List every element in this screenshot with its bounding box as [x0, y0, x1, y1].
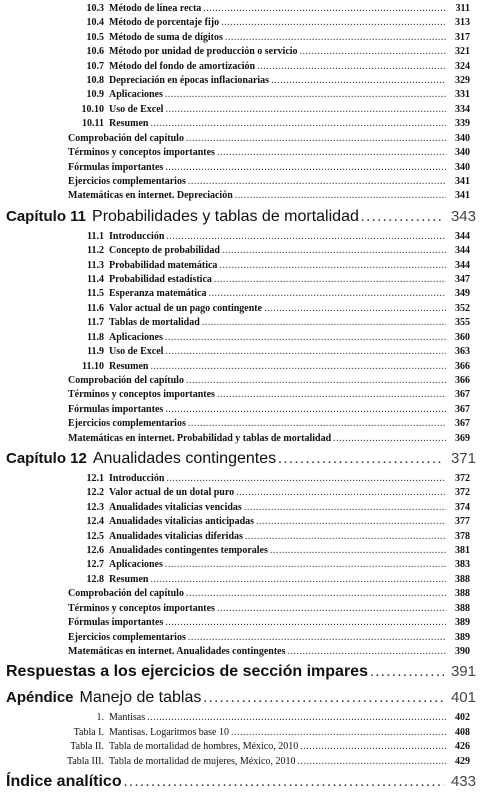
- leader-dots: [165, 89, 446, 101]
- entry-page: 352: [455, 302, 470, 314]
- chapter-word: Capítulo: [6, 207, 66, 225]
- entry-title: Ejercicios complementarios: [68, 631, 186, 643]
- entry-number: 10.7: [86, 60, 104, 72]
- entry-number: Tabla II.: [70, 741, 104, 753]
- leader-dots: [150, 574, 446, 586]
- entry-page: 390: [455, 645, 470, 657]
- entry-number: Tabla III.: [66, 755, 104, 767]
- entry-page: 324: [455, 60, 470, 72]
- entry-title: Método del fondo de amortización: [109, 60, 256, 72]
- entry-title: Aplicaciones: [109, 331, 163, 343]
- leader-dots: [208, 288, 446, 300]
- entry-title: Comprobación del capítulo: [68, 588, 184, 600]
- leader-dots: [231, 727, 446, 739]
- leader-dots: [288, 646, 447, 658]
- leader-dots: [257, 61, 446, 73]
- toc-entry: [60, 516, 470, 528]
- leader-dots: [186, 588, 446, 600]
- chapter-number: 12: [70, 449, 87, 467]
- leader-dots: [203, 3, 446, 15]
- respuestas-title: Respuestas a los ejercicios de sección impares: [6, 663, 368, 681]
- leader-dots: [300, 741, 446, 753]
- entry-page: 321: [455, 46, 470, 58]
- entry-number: 11.5: [87, 288, 104, 300]
- toc-entry: [34, 741, 470, 753]
- entry-page: 388: [455, 602, 470, 614]
- leader-dots: [188, 632, 446, 644]
- entry-title: Ejercicios complementarios: [68, 418, 186, 430]
- leader-dots: [361, 209, 444, 226]
- indice-title: Índice analítico: [6, 773, 122, 790]
- entry-title: Mantisas. Logaritmos base 10: [109, 726, 229, 738]
- entry-page: 311: [455, 3, 470, 14]
- chapter-page: 371: [450, 449, 476, 467]
- entry-number: 10.3: [86, 3, 104, 14]
- toc-entry: [60, 574, 470, 586]
- toc-entry: [68, 147, 470, 159]
- leader-dots: [188, 418, 446, 430]
- entry-title: Tablas de mortalidad: [109, 317, 200, 329]
- entry-number: 11.8: [87, 331, 104, 343]
- entry-page: 344: [455, 230, 470, 242]
- toc-entry: [60, 17, 470, 29]
- leader-dots: [147, 712, 446, 724]
- entry-page: 341: [455, 175, 470, 187]
- entry-number: 12.8: [86, 573, 104, 585]
- entry-page: 317: [455, 31, 470, 43]
- entry-title: Comprobación del capítulo: [68, 132, 184, 144]
- toc-entry: [68, 617, 470, 629]
- respuestas-heading: [6, 663, 476, 683]
- entry-number: 11.9: [87, 346, 104, 358]
- entry-number: 12.2: [86, 487, 104, 499]
- toc-entry: [60, 3, 470, 15]
- entry-title: Anualidades vitalicias diferidas: [109, 530, 243, 542]
- leader-dots: [278, 451, 444, 468]
- toc-entry: [68, 162, 470, 174]
- entry-page: 334: [455, 103, 470, 115]
- entry-page: 381: [455, 545, 470, 557]
- leader-dots: [150, 361, 446, 373]
- entry-number: 11.3: [87, 259, 104, 271]
- entry-number: 12.6: [86, 545, 104, 557]
- entry-number: 10.11: [82, 118, 104, 130]
- entry-title: Términos y conceptos importantes: [68, 389, 215, 401]
- chapter-title: Probabilidades y tablas de mortalidad: [92, 207, 359, 225]
- entry-number: 12.3: [86, 501, 104, 513]
- toc-entry: [60, 260, 470, 272]
- entry-title: Tabla de mortalidad de hombres, México, 2010: [109, 741, 299, 753]
- entry-title: Fórmulas importantes: [68, 617, 164, 629]
- leader-dots: [271, 75, 446, 87]
- leader-dots: [165, 404, 446, 416]
- toc-entry: [68, 375, 470, 387]
- entry-page: 367: [455, 403, 470, 415]
- entry-number: 10.4: [86, 17, 104, 29]
- toc-entry: [60, 361, 470, 373]
- entry-title: Resumen: [109, 118, 149, 130]
- apendice-title: Manejo de tablas: [79, 689, 202, 707]
- leader-dots: [165, 559, 446, 571]
- toc-entry: [68, 433, 470, 445]
- entry-page: 372: [455, 472, 470, 484]
- toc-entry: [60, 332, 470, 344]
- entry-page: 369: [455, 432, 470, 444]
- leader-dots: [188, 176, 446, 188]
- entry-page: 340: [455, 132, 470, 144]
- entry-page: 360: [455, 331, 470, 343]
- entry-title: Método de suma de dígitos: [109, 31, 223, 43]
- entry-page: 374: [455, 501, 470, 513]
- entry-page: 329: [455, 75, 470, 87]
- entry-title: Matemáticas en internet. Probabilidad y tablas de mortalidad: [68, 432, 332, 444]
- leader-dots: [370, 664, 444, 681]
- entry-page: 388: [455, 588, 470, 600]
- entry-title: Depreciación en épocas inflacionarias: [109, 75, 270, 87]
- leader-dots: [333, 433, 446, 445]
- leader-dots: [124, 774, 444, 791]
- toc-entry: [60, 473, 470, 485]
- entry-title: Valor actual de un pago contingente: [109, 302, 263, 314]
- entry-title: Anualidades vitalicias anticipadas: [109, 516, 255, 528]
- indice-page: 433: [450, 773, 476, 790]
- entry-number: 10.5: [86, 31, 104, 43]
- toc-entry: [60, 89, 470, 101]
- entry-title: Resumen: [109, 573, 149, 585]
- toc-entry: [60, 61, 470, 73]
- entry-title: Fórmulas importantes: [68, 403, 164, 415]
- toc-entry: [68, 646, 470, 658]
- toc-entry: [60, 104, 470, 116]
- entry-title: Valor actual de un dotal puro: [109, 487, 235, 499]
- entry-page: 388: [455, 573, 470, 585]
- entry-title: Mantisas: [109, 712, 146, 724]
- entry-title: Anualidades contingentes temporales: [109, 545, 268, 557]
- leader-dots: [217, 603, 446, 615]
- toc-entry: [68, 603, 470, 615]
- leader-dots: [203, 690, 444, 707]
- leader-dots: [165, 617, 446, 629]
- toc-entry: [60, 231, 470, 243]
- entry-title: Tabla de mortalidad de mujeres, México, 2010: [109, 755, 296, 767]
- entry-title: Uso de Excel: [109, 103, 164, 115]
- toc-entry: [68, 588, 470, 600]
- chapter-number: 11: [70, 207, 87, 225]
- leader-dots: [297, 756, 446, 768]
- entry-page: 426: [455, 741, 470, 753]
- entry-page: 340: [455, 147, 470, 159]
- toc-entry: [68, 404, 470, 416]
- leader-dots: [264, 303, 446, 315]
- chapter-label: [6, 208, 86, 225]
- leader-dots: [219, 260, 446, 272]
- entry-page: 363: [455, 346, 470, 358]
- entry-page: 313: [455, 17, 470, 29]
- entry-number: 10.10: [81, 103, 104, 115]
- entry-title: Términos y conceptos importantes: [68, 602, 215, 614]
- toc-entry: [60, 46, 470, 58]
- entry-number: Tabla I.: [73, 726, 104, 738]
- toc-entry: [60, 531, 470, 543]
- entry-title: Aplicaciones: [109, 89, 163, 101]
- apendice-heading: [6, 689, 476, 709]
- toc-entry: [60, 487, 470, 499]
- entry-page: 340: [455, 161, 470, 173]
- entry-title: Esperanza matemática: [109, 288, 207, 300]
- entry-number: 11.7: [87, 317, 104, 329]
- toc-entry: [68, 632, 470, 644]
- leader-dots: [244, 502, 446, 514]
- respuestas-page: 391: [450, 663, 476, 681]
- entry-title: Aplicaciones: [109, 559, 163, 571]
- leader-dots: [186, 375, 446, 387]
- entry-number: 10.9: [86, 89, 104, 101]
- toc-entry: [34, 712, 470, 724]
- entry-title: Probabilidad estadística: [109, 274, 212, 286]
- entry-title: Resumen: [109, 360, 149, 372]
- entry-title: Ejercicios complementarios: [68, 175, 186, 187]
- entry-number: 12.5: [86, 530, 104, 542]
- chapter-11-heading: [6, 208, 476, 230]
- leader-dots: [150, 118, 446, 130]
- entry-page: 366: [455, 360, 470, 372]
- entry-number: 11.1: [87, 230, 104, 242]
- entry-title: Fórmulas importantes: [68, 161, 164, 173]
- entry-number: 12.7: [86, 559, 104, 571]
- toc-entry: [60, 274, 470, 286]
- entry-title: Anualidades vitalicias vencidas: [109, 501, 242, 513]
- leader-dots: [214, 274, 446, 286]
- entry-page: 429: [455, 755, 470, 767]
- toc-entry: [60, 303, 470, 315]
- leader-dots: [165, 162, 446, 174]
- toc-entry: [60, 75, 470, 87]
- entry-title: Introducción: [109, 230, 165, 242]
- indice-heading: [6, 773, 476, 791]
- entry-page: 347: [455, 274, 470, 286]
- toc-entry: [68, 389, 470, 401]
- toc-entry: [60, 317, 470, 329]
- leader-dots: [165, 346, 446, 358]
- toc-entry: [68, 176, 470, 188]
- toc-entry: [60, 502, 470, 514]
- entry-title: Comprobación del capítulo: [68, 374, 184, 386]
- entry-page: 389: [455, 631, 470, 643]
- chapter-12-heading: [6, 450, 476, 472]
- toc-entry: [68, 418, 470, 430]
- entry-page: 377: [455, 516, 470, 528]
- leader-dots: [186, 133, 446, 145]
- leader-dots: [245, 531, 446, 543]
- chapter-word: Capítulo: [6, 449, 66, 467]
- entry-number: 11.10: [82, 360, 104, 372]
- entry-page: 339: [455, 118, 470, 130]
- toc-entry: [68, 133, 470, 145]
- leader-dots: [217, 389, 446, 401]
- entry-page: 344: [455, 259, 470, 271]
- entry-number: 11.6: [87, 302, 104, 314]
- entry-title: Matemáticas en internet. Depreciación: [68, 190, 233, 202]
- entry-number: 1.: [96, 712, 104, 724]
- toc-entry: [34, 727, 470, 739]
- entry-number: 12.4: [86, 516, 104, 528]
- entry-title: Método de línea recta: [109, 3, 202, 14]
- entry-number: 12.1: [86, 472, 104, 484]
- entry-title: Método por unidad de producción o servicio: [109, 46, 298, 58]
- entry-number: 11.4: [87, 274, 104, 286]
- leader-dots: [256, 516, 446, 528]
- entry-title: Uso de Excel: [109, 346, 164, 358]
- entry-page: 331: [455, 89, 470, 101]
- leader-dots: [166, 473, 446, 485]
- leader-dots: [166, 231, 446, 243]
- toc-entry: [60, 245, 470, 257]
- toc-entry: [60, 559, 470, 571]
- entry-page: 367: [455, 389, 470, 401]
- entry-page: 389: [455, 617, 470, 629]
- leader-dots: [270, 545, 446, 557]
- entry-page: 378: [455, 530, 470, 542]
- chapter-label: [6, 450, 87, 467]
- entry-page: 366: [455, 374, 470, 386]
- entry-title: Introducción: [109, 472, 165, 484]
- entry-page: 367: [455, 418, 470, 430]
- toc-entry: [60, 32, 470, 44]
- entry-page: 408: [455, 726, 470, 738]
- toc-entry: [60, 346, 470, 358]
- toc-entry: [34, 756, 470, 768]
- leader-dots: [222, 245, 446, 257]
- entry-page: 344: [455, 245, 470, 257]
- entry-title: Términos y conceptos importantes: [68, 147, 215, 159]
- entry-page: 349: [455, 288, 470, 300]
- leader-dots: [300, 46, 446, 58]
- toc-entry: [60, 118, 470, 130]
- entry-page: 372: [455, 487, 470, 499]
- entry-page: 355: [455, 317, 470, 329]
- leader-dots: [165, 332, 446, 344]
- leader-dots: [165, 104, 446, 116]
- leader-dots: [217, 147, 446, 159]
- entry-title: Método de porcentaje fijo: [109, 17, 220, 29]
- leader-dots: [221, 17, 446, 29]
- entry-number: 10.6: [86, 46, 104, 58]
- apendice-label: Apéndice: [6, 689, 74, 707]
- leader-dots: [225, 32, 446, 44]
- apendice-page: 401: [450, 689, 476, 707]
- entry-title: Probabilidad matemática: [109, 259, 218, 271]
- entry-number: 10.8: [86, 75, 104, 87]
- leader-dots: [235, 190, 446, 202]
- entry-page: 383: [455, 559, 470, 571]
- leader-dots: [202, 317, 446, 329]
- toc-entry: [68, 190, 470, 202]
- entry-title: Concepto de probabilidad: [109, 245, 220, 257]
- toc-entry: [60, 545, 470, 557]
- entry-page: 341: [455, 190, 470, 202]
- entry-title: Matemáticas en internet. Anualidades contingentes: [68, 645, 286, 657]
- toc-entry: [60, 288, 470, 300]
- entry-page: 402: [455, 712, 470, 724]
- entry-number: 11.2: [87, 245, 104, 257]
- leader-dots: [236, 487, 446, 499]
- chapter-page: 343: [450, 207, 476, 225]
- chapter-title: Anualidades contingentes: [92, 449, 277, 467]
